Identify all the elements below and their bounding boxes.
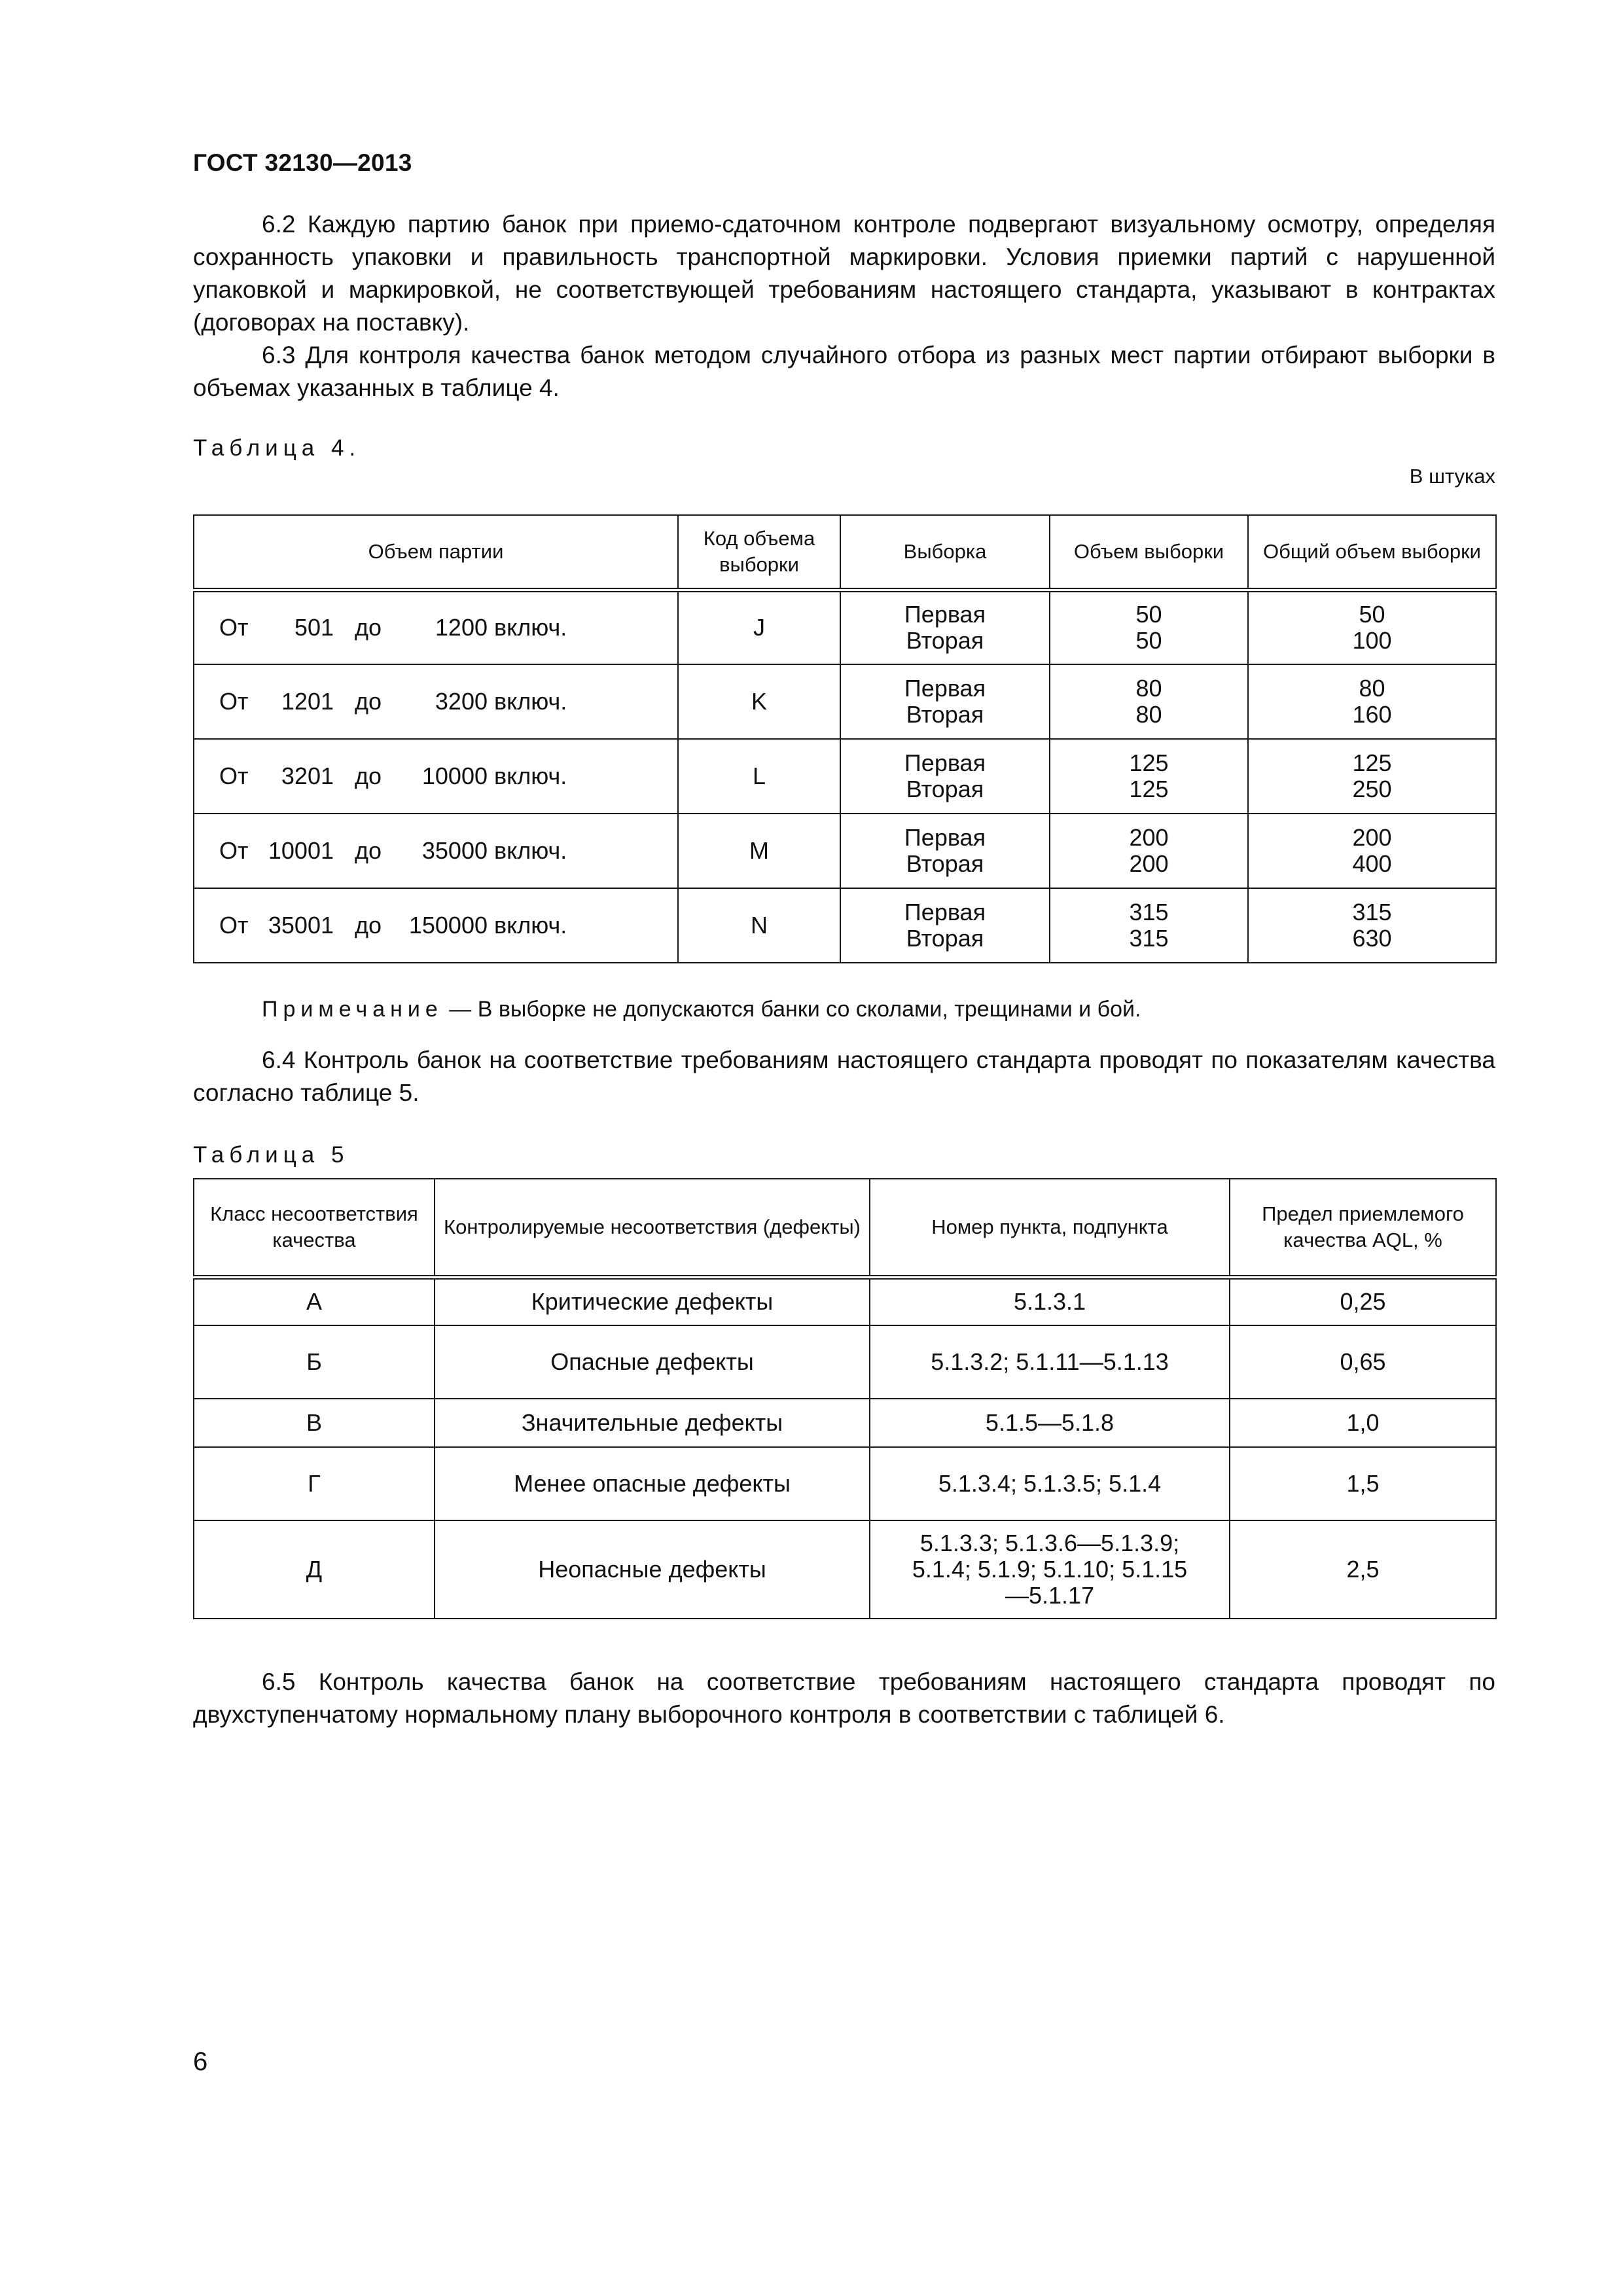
lot-size-range bbox=[194, 590, 678, 664]
aql-value: 0,25 bbox=[1230, 1277, 1496, 1325]
aql-value: 2,5 bbox=[1230, 1520, 1496, 1619]
table-4 bbox=[193, 514, 1497, 963]
range-to: 1200 bbox=[435, 614, 488, 641]
aql-value: 1,0 bbox=[1230, 1399, 1496, 1447]
sample-size-first: 50 bbox=[1135, 601, 1162, 628]
total-second: 160 bbox=[1352, 701, 1392, 728]
total-first: 315 bbox=[1352, 899, 1392, 925]
range-to: 10000 bbox=[421, 762, 488, 789]
sample-first: Первая bbox=[904, 749, 986, 776]
clause-reference: 5.1.3.2; 5.1.11—5.1.13 bbox=[870, 1325, 1230, 1399]
lot-size-range bbox=[194, 739, 678, 814]
total-second: 630 bbox=[1352, 925, 1392, 952]
sample-stage bbox=[840, 664, 1050, 739]
sample-first: Первая bbox=[904, 675, 986, 702]
sample-second: Вторая bbox=[906, 701, 984, 728]
total-first: 125 bbox=[1352, 749, 1392, 776]
header-nonconformity-class: Класс несоответствия качества bbox=[194, 1179, 435, 1277]
range-to-word: до bbox=[355, 912, 382, 939]
sample-first: Первая bbox=[904, 899, 986, 925]
total-second: 100 bbox=[1352, 627, 1392, 655]
header-sample-size: Объем выборки bbox=[1050, 515, 1248, 590]
note-text: — В выборке не допускаются банки со сколами, трещинами и бой. bbox=[442, 997, 1141, 1022]
sample-code: J bbox=[678, 590, 840, 664]
table-4-note bbox=[262, 997, 1141, 1022]
range-from: 3201 bbox=[281, 762, 334, 789]
range-from: 1201 bbox=[281, 688, 334, 715]
sample-size bbox=[1050, 814, 1248, 888]
table-4-header-row bbox=[194, 515, 1496, 590]
range-from: 35001 bbox=[268, 912, 334, 939]
sample-size-second: 50 bbox=[1135, 627, 1162, 655]
clause-reference: 5.1.3.4; 5.1.3.5; 5.1.4 bbox=[870, 1447, 1230, 1520]
range-to-word: до bbox=[355, 837, 382, 864]
range-from-word: От bbox=[219, 912, 249, 939]
header-controlled-defects: Контролируемые несоответствия (дефекты) bbox=[435, 1179, 870, 1277]
header-clause-number: Номер пункта, подпункта bbox=[870, 1179, 1230, 1277]
sample-size-second: 125 bbox=[1129, 776, 1169, 802]
clause-reference: 5.1.5—5.1.8 bbox=[870, 1399, 1230, 1447]
range-to: 150000 bbox=[408, 912, 488, 939]
paragraph-6-3: 6.3 Для контроля качества банок методом случайного отбора из разных мест партии отбирают выборки в объемах указанных в таблице 4. bbox=[193, 342, 1495, 401]
header-total-sample-size: Общий объем выборки bbox=[1248, 515, 1496, 590]
paragraph-6-5: 6.5 Контроль качества банок на соответствие требованиям настоящего стандарта проводят по двухступенчатому нормальному плану выборочного контроля в соответствии с таблицей 6. bbox=[193, 1668, 1495, 1728]
sample-size-first: 125 bbox=[1129, 749, 1169, 776]
sample-second: Вторая bbox=[906, 850, 984, 877]
table-4-units: В штуках bbox=[1409, 465, 1495, 488]
paragraph-6-2: 6.2 Каждую партию банок при приемо-сдаточном контроле подвергают визуальному осмотру, определяя сохранность упаковки и правильность транспортной маркировки. Условия приемки партий с нарушенной упаковкой и маркировкой, не соответствующей требованиям настоящего стандарта, указывают в контрактах (договорах на поставку). bbox=[193, 211, 1495, 336]
header-sample-code: Код объема выборки bbox=[678, 515, 840, 590]
sample-size bbox=[1050, 739, 1248, 814]
lot-size-range bbox=[194, 664, 678, 739]
sample-size bbox=[1050, 888, 1248, 963]
total-sample-size bbox=[1248, 664, 1496, 739]
defect-type: Менее опасные дефекты bbox=[435, 1447, 870, 1520]
table-row bbox=[194, 1277, 1496, 1325]
table-row bbox=[194, 1520, 1496, 1619]
table-row bbox=[194, 1447, 1496, 1520]
sample-size-second: 315 bbox=[1129, 925, 1169, 952]
header-sample: Выборка bbox=[840, 515, 1050, 590]
nonconformity-class: Д bbox=[194, 1520, 435, 1619]
total-first: 50 bbox=[1359, 601, 1385, 628]
sample-first: Первая bbox=[904, 824, 986, 851]
table-5-header-row bbox=[194, 1179, 1496, 1277]
lot-size-range bbox=[194, 888, 678, 963]
sample-second: Вторая bbox=[906, 776, 984, 802]
total-sample-size bbox=[1248, 590, 1496, 664]
range-inclusive: включ. bbox=[494, 837, 567, 864]
nonconformity-class: Б bbox=[194, 1325, 435, 1399]
sample-size-second: 80 bbox=[1135, 701, 1162, 728]
range-from-word: От bbox=[219, 762, 249, 789]
clause-reference: 5.1.3.3; 5.1.3.6—5.1.3.9; 5.1.4; 5.1.9; 5.1.10; 5.1.15—5.1.17 bbox=[870, 1520, 1230, 1619]
range-to: 35000 bbox=[421, 837, 488, 864]
total-second: 250 bbox=[1352, 776, 1392, 802]
sample-size bbox=[1050, 590, 1248, 664]
sample-code: N bbox=[678, 888, 840, 963]
range-from: 10001 bbox=[268, 837, 334, 864]
range-from-word: От bbox=[219, 688, 249, 715]
clause-reference: 5.1.3.1 bbox=[870, 1277, 1230, 1325]
total-sample-size bbox=[1248, 814, 1496, 888]
lot-size-range bbox=[194, 814, 678, 888]
total-first: 80 bbox=[1359, 675, 1385, 702]
total-first: 200 bbox=[1352, 824, 1392, 851]
sample-code: K bbox=[678, 664, 840, 739]
nonconformity-class: Г bbox=[194, 1447, 435, 1520]
total-sample-size bbox=[1248, 739, 1496, 814]
sample-size bbox=[1050, 664, 1248, 739]
sample-second: Вторая bbox=[906, 627, 984, 655]
sample-stage bbox=[840, 888, 1050, 963]
range-to-word: до bbox=[355, 762, 382, 789]
range-to-word: до bbox=[355, 688, 382, 715]
range-to: 3200 bbox=[435, 688, 488, 715]
sample-second: Вторая bbox=[906, 925, 984, 952]
sample-size-first: 200 bbox=[1129, 824, 1169, 851]
header-lot-size: Объем партии bbox=[194, 515, 678, 590]
paragraph-6-4: 6.4 Контроль банок на соответствие требованиям настоящего стандарта проводят по показателям качества согласно таблице 5. bbox=[193, 1047, 1495, 1106]
defect-type: Критические дефекты bbox=[435, 1277, 870, 1325]
sample-size-second: 200 bbox=[1129, 850, 1169, 877]
total-sample-size bbox=[1248, 888, 1496, 963]
sample-code: L bbox=[678, 739, 840, 814]
defect-type: Значительные дефекты bbox=[435, 1399, 870, 1447]
sample-first: Первая bbox=[904, 601, 986, 628]
note-label: Примечание bbox=[262, 997, 443, 1022]
table-row bbox=[194, 590, 1496, 664]
sample-code: M bbox=[678, 814, 840, 888]
table-row bbox=[194, 739, 1496, 814]
standard-designation: ГОСТ 32130—2013 bbox=[193, 149, 412, 176]
range-inclusive: включ. bbox=[494, 688, 567, 715]
aql-value: 1,5 bbox=[1230, 1447, 1496, 1520]
sample-size-first: 315 bbox=[1129, 899, 1169, 925]
aql-value: 0,65 bbox=[1230, 1325, 1496, 1399]
nonconformity-class: А bbox=[194, 1277, 435, 1325]
sample-stage bbox=[840, 590, 1050, 664]
range-to-word: до bbox=[355, 614, 382, 641]
table-row bbox=[194, 664, 1496, 739]
defect-type: Неопасные дефекты bbox=[435, 1520, 870, 1619]
table-row bbox=[194, 888, 1496, 963]
range-from-word: От bbox=[219, 837, 249, 864]
table-row bbox=[194, 1399, 1496, 1447]
total-second: 400 bbox=[1352, 850, 1392, 877]
table-5-caption: Таблица 5 bbox=[193, 1142, 349, 1168]
range-inclusive: включ. bbox=[494, 912, 567, 939]
header-aql-limit: Предел приемлемого качества AQL, % bbox=[1230, 1179, 1496, 1277]
range-inclusive: включ. bbox=[494, 614, 567, 641]
defect-type: Опасные дефекты bbox=[435, 1325, 870, 1399]
sample-size-first: 80 bbox=[1135, 675, 1162, 702]
table-4-caption: Таблица 4. bbox=[193, 435, 361, 461]
sample-stage bbox=[840, 739, 1050, 814]
range-from: 501 bbox=[294, 614, 334, 641]
table-5 bbox=[193, 1178, 1497, 1619]
table-row bbox=[194, 1325, 1496, 1399]
nonconformity-class: В bbox=[194, 1399, 435, 1447]
range-inclusive: включ. bbox=[494, 762, 567, 789]
table-row bbox=[194, 814, 1496, 888]
sample-stage bbox=[840, 814, 1050, 888]
page-number: 6 bbox=[193, 2047, 208, 2076]
range-from-word: От bbox=[219, 614, 249, 641]
